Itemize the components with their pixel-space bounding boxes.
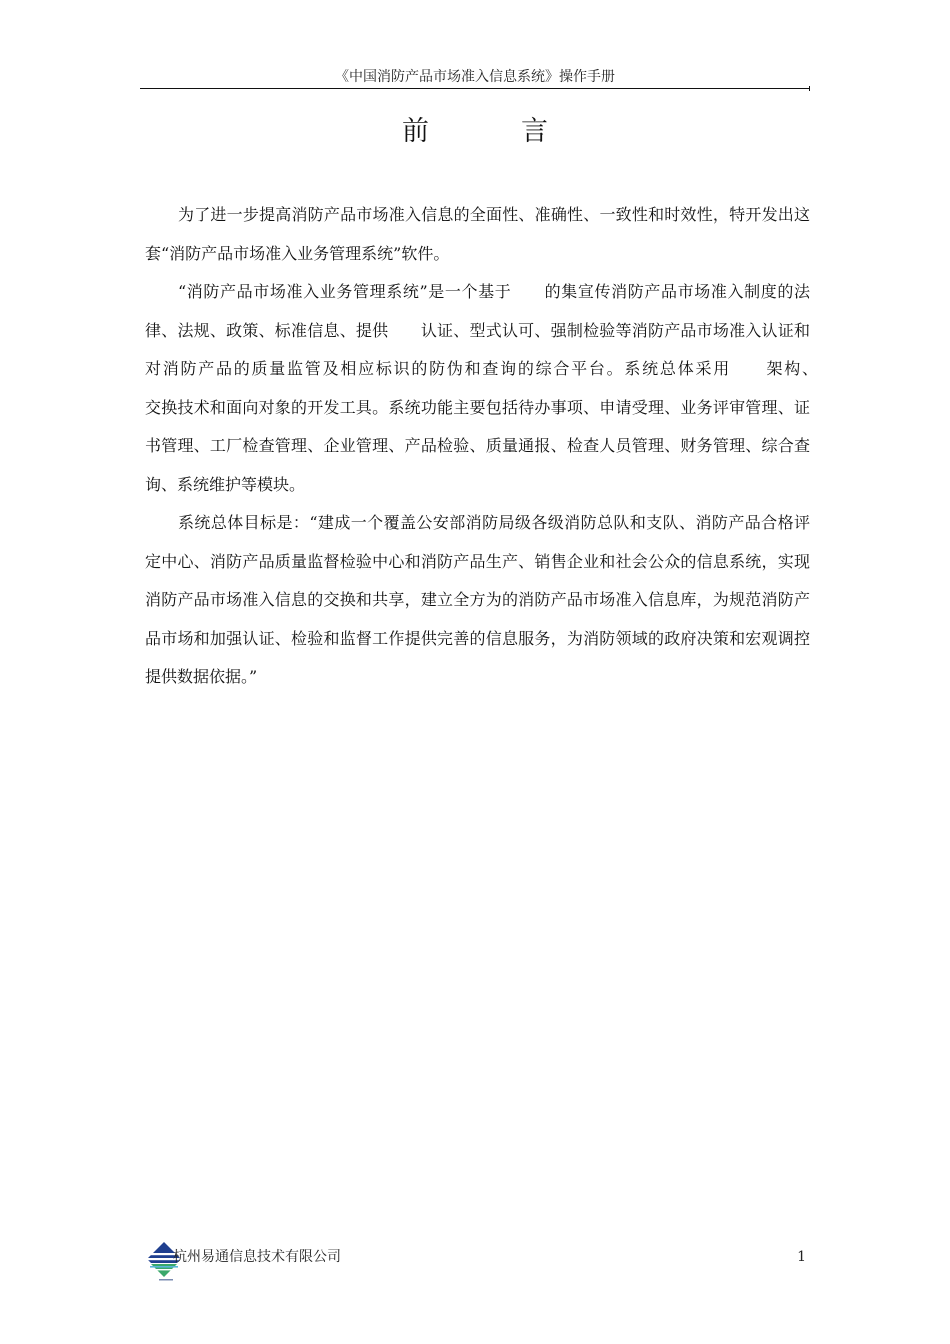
- page-number: 1: [797, 1249, 806, 1265]
- paragraph-3: 系统总体目标是：“建成一个覆盖公安部消防局级各级消防总队和支队、消防产品合格评定中心、消防产品质量监督检验中心和消防产品生产、销售企业和社会公众的信息系统，实现消防产品市场准入信息的交换和共享，建立全方为的消防产品市场准入信息库，为规范消防产品市场和加强认证、检验和监督工作提供完善的信息服务，为消防领域的政府决策和宏观调控提供数据依据。”: [145, 513, 810, 686]
- paragraph-2: “消防产品市场准入业务管理系统”是一个基于 的集宣传消防产品市场准入制度的法律、法规、政策、标准信息、提供 认证、型式认可、强制检验等消防产品市场准入认证和对消防产品的质量监管及相应标识的防伪和查询的综合平台。系统总体采用 架构、 交换技术和面向对象的开发工具。系统功能主要包括待办事项、申请受理、业务评审管理、证书管理、工厂检查管理、企业管理、产品检验、质量通报、检查人员管理、财务管理、综合查询、系统维护等模块。: [145, 282, 923, 494]
- paragraph-1: 为了进一步提高消防产品市场准入信息的全面性、准确性、一致性和时效性，特开发出这套“消防产品市场准入业务管理系统”软件。: [145, 205, 810, 263]
- page-title-right: 言: [521, 116, 548, 147]
- page-title-left: 前: [402, 116, 429, 147]
- page-footer: [145, 1236, 810, 1286]
- page-header: [140, 68, 810, 86]
- preface-body: [145, 196, 923, 697]
- page-title: [140, 112, 810, 152]
- header-title: 《中国消防产品市场准入信息系统》操作手册: [335, 69, 615, 85]
- company-name: 杭州易通信息技术有限公司: [173, 1249, 341, 1265]
- header-divider-tick: [809, 86, 810, 91]
- header-divider: [140, 88, 810, 89]
